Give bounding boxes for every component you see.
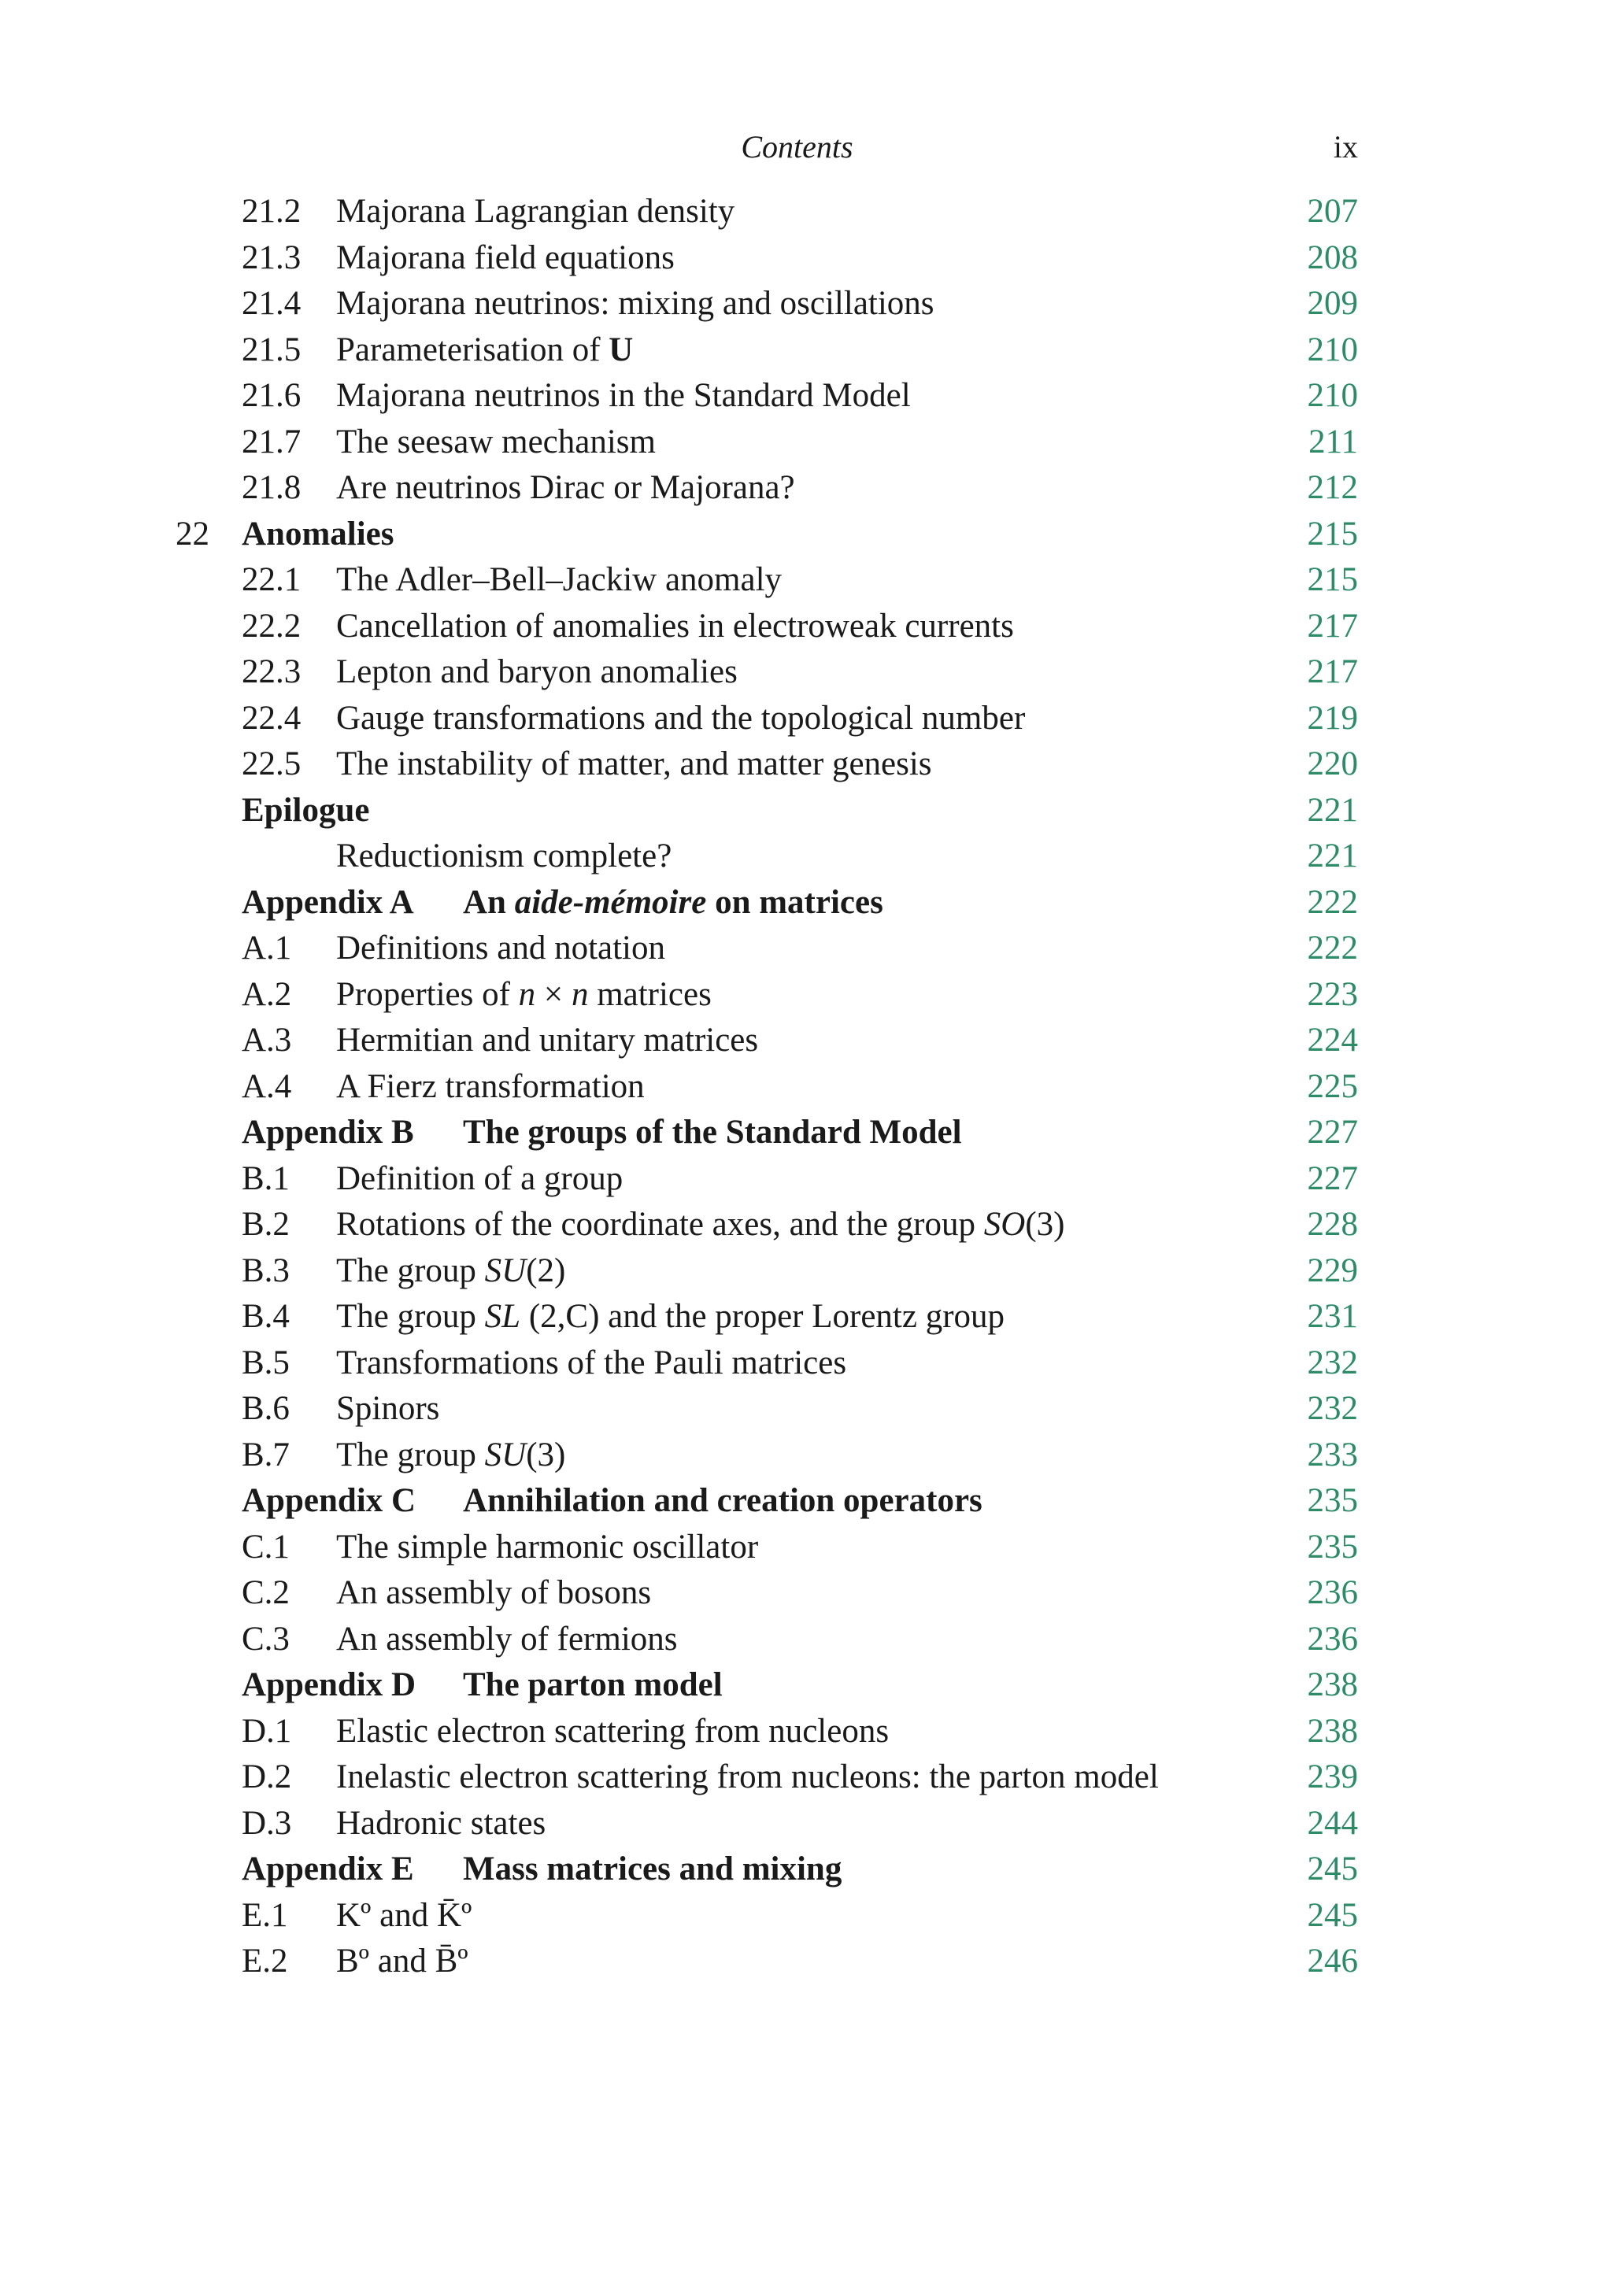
section-title [336, 1294, 1005, 1340]
appendix-title [242, 1478, 982, 1525]
title-text: Annihilation and creation operators [463, 1482, 982, 1519]
section-number: B.3 [242, 1252, 290, 1289]
toc-chapter-entry[interactable] [0, 512, 1617, 558]
page-link[interactable]: 244 [1307, 1804, 1358, 1842]
page-link[interactable]: 228 [1307, 1206, 1358, 1243]
section-title: The instability of matter, and matter genesis [336, 745, 932, 782]
page-link[interactable]: 227 [1307, 1114, 1358, 1151]
page-link[interactable]: 229 [1307, 1252, 1358, 1289]
section-number: 22.2 [242, 607, 302, 645]
page-link[interactable]: 219 [1307, 699, 1358, 737]
math-symbol: SO [983, 1206, 1026, 1243]
section-title: Spinors [336, 1390, 440, 1427]
epilogue-title: Epilogue [242, 791, 370, 829]
section-title [336, 1248, 565, 1295]
math-symbol: n [518, 975, 536, 1013]
toc-entry[interactable] [0, 1709, 1617, 1755]
title-text: The groups of the Standard Model [463, 1114, 962, 1151]
toc-entry[interactable] [0, 1617, 1617, 1663]
toc-entry[interactable] [0, 1202, 1617, 1248]
page-link[interactable]: 217 [1307, 653, 1358, 690]
appendix-prefix: Appendix C [242, 1482, 416, 1519]
toc-entry[interactable] [0, 557, 1617, 604]
section-number: C.3 [242, 1620, 290, 1658]
toc-epilogue-entry[interactable] [0, 788, 1617, 834]
title-text: Properties of [336, 975, 519, 1013]
section-title: Majorana field equations [336, 238, 675, 276]
toc-entry[interactable] [0, 604, 1617, 650]
appendix-prefix: Appendix E [242, 1850, 414, 1887]
page-link[interactable]: 209 [1307, 285, 1358, 322]
section-number: 21.7 [242, 423, 302, 460]
section-title: A Fierz transformation [336, 1067, 645, 1105]
section-number: 21.4 [242, 285, 302, 322]
toc-entry[interactable] [0, 1893, 1617, 1939]
section-number: A.3 [242, 1022, 292, 1059]
page-link[interactable]: 227 [1307, 1159, 1358, 1197]
page-number: ix [1333, 129, 1358, 165]
page-link[interactable]: 215 [1307, 561, 1358, 598]
toc-entry[interactable] [0, 281, 1617, 327]
section-title: Definition of a group [336, 1159, 623, 1197]
section-number: 22.3 [242, 653, 302, 690]
page-link[interactable]: 235 [1307, 1482, 1358, 1519]
toc-appendix-entry[interactable] [0, 880, 1617, 926]
title-text: on matrices [706, 883, 883, 921]
page-link[interactable]: 245 [1307, 1850, 1358, 1887]
page-link[interactable]: 215 [1307, 515, 1358, 553]
appendix-prefix: Appendix B [242, 1114, 414, 1151]
section-number: D.1 [242, 1712, 292, 1750]
appendix-title [242, 1662, 723, 1709]
section-title: Are neutrinos Dirac or Majorana? [336, 469, 795, 506]
toc-entry[interactable] [0, 1156, 1617, 1203]
page-link[interactable]: 208 [1307, 238, 1358, 276]
chapter-number: 22 [176, 515, 209, 553]
toc-entry[interactable] [0, 649, 1617, 696]
section-number: 21.3 [242, 238, 302, 276]
toc-appendix-entry[interactable] [0, 1110, 1617, 1156]
math-symbol: SU [484, 1252, 527, 1289]
section-title [336, 327, 633, 374]
section-title: Majorana neutrinos in the Standard Model [336, 377, 911, 414]
toc-entry[interactable] [0, 1248, 1617, 1295]
section-title: Inelastic electron scattering from nucleons: the parton model [336, 1758, 1159, 1795]
section-title: Gauge transformations and the topological number [336, 699, 1026, 737]
page-link[interactable]: 221 [1307, 791, 1358, 829]
toc-entry[interactable] [0, 465, 1617, 512]
section-number: B.5 [242, 1344, 290, 1381]
toc-entry[interactable] [0, 1064, 1617, 1111]
toc-entry[interactable] [0, 373, 1617, 420]
toc-entry[interactable] [0, 1801, 1617, 1847]
section-title: Elastic electron scattering from nucleons [336, 1712, 890, 1750]
toc-entry[interactable] [0, 926, 1617, 972]
toc-entry[interactable] [0, 1433, 1617, 1479]
toc-entry[interactable] [0, 235, 1617, 282]
title-text: The group [336, 1252, 485, 1289]
math-symbol: n [571, 975, 589, 1013]
title-bold-symbol: U [609, 331, 634, 368]
page-link[interactable]: 207 [1307, 193, 1358, 230]
title-text: × [535, 975, 572, 1013]
toc-entry[interactable] [0, 972, 1617, 1019]
title-text: Mass matrices and mixing [463, 1850, 842, 1887]
toc-entry[interactable] [0, 189, 1617, 235]
toc-entry[interactable] [0, 1570, 1617, 1617]
title-text: The group [336, 1298, 485, 1335]
section-number: C.1 [242, 1528, 290, 1566]
section-number: B.4 [242, 1298, 290, 1335]
page-link[interactable]: 222 [1307, 883, 1358, 921]
section-number: B.2 [242, 1206, 290, 1243]
toc-entry[interactable] [0, 327, 1617, 374]
section-title: Majorana Lagrangian density [336, 193, 735, 230]
section-number: A.2 [242, 975, 292, 1013]
appendix-title [242, 1110, 962, 1156]
page-link[interactable]: 232 [1307, 1390, 1358, 1427]
title-text: An [463, 883, 515, 921]
page-link[interactable]: 232 [1307, 1344, 1358, 1381]
toc-entry[interactable] [0, 1525, 1617, 1571]
section-number: 21.5 [242, 331, 302, 368]
title-italic-text: aide-mémoire [514, 883, 707, 921]
toc-entry[interactable] [0, 1754, 1617, 1801]
section-title: Hermitian and unitary matrices [336, 1022, 759, 1059]
title-text: (2) [526, 1252, 566, 1289]
section-title: Hadronic states [336, 1804, 546, 1842]
section-number: B.6 [242, 1390, 290, 1427]
toc-entry[interactable] [0, 1294, 1617, 1340]
page-link[interactable]: 221 [1307, 837, 1358, 874]
section-title: The seesaw mechanism [336, 423, 656, 460]
running-title: Contents [741, 129, 853, 165]
appendix-prefix: Appendix D [242, 1666, 416, 1703]
toc-entry[interactable] [0, 1386, 1617, 1433]
page-link[interactable]: 212 [1307, 469, 1358, 506]
running-head [236, 124, 1358, 171]
section-number: D.3 [242, 1804, 292, 1842]
toc-appendix-entry[interactable] [0, 1478, 1617, 1525]
toc-entry[interactable] [0, 1018, 1617, 1064]
page-link[interactable]: 246 [1307, 1943, 1358, 1980]
math-symbol: SL [484, 1298, 521, 1335]
page-link[interactable]: 210 [1307, 331, 1358, 368]
section-title [336, 1202, 1064, 1248]
chapter-title: Anomalies [242, 515, 394, 553]
title-text: (2,C) and the proper Lorentz group [520, 1298, 1005, 1335]
section-number: A.1 [242, 930, 292, 967]
section-number: 21.2 [242, 193, 302, 230]
page-link[interactable]: 210 [1307, 377, 1358, 414]
page-link[interactable]: 223 [1307, 975, 1358, 1013]
page-link[interactable]: 235 [1307, 1528, 1358, 1566]
page-link[interactable]: 217 [1307, 607, 1358, 645]
toc-entry[interactable] [0, 834, 1617, 880]
page-link[interactable]: 220 [1307, 745, 1358, 782]
section-title: Kº and K̄º [336, 1896, 472, 1934]
section-number: 22.1 [242, 561, 302, 598]
title-text: The parton model [463, 1666, 723, 1703]
section-number: B.1 [242, 1159, 290, 1197]
title-text: The group [336, 1436, 485, 1473]
toc-appendix-entry[interactable] [0, 1662, 1617, 1709]
section-number: B.7 [242, 1436, 290, 1473]
page-link[interactable]: 233 [1307, 1436, 1358, 1473]
section-title: The Adler–Bell–Jackiw anomaly [336, 561, 783, 598]
page-link[interactable]: 245 [1307, 1896, 1358, 1934]
title-text: matrices [588, 975, 712, 1013]
section-title: An assembly of fermions [336, 1620, 678, 1658]
section-title: An assembly of bosons [336, 1574, 652, 1611]
section-title [336, 1433, 565, 1479]
title-text: (3) [1025, 1206, 1065, 1243]
page-link[interactable]: 238 [1307, 1666, 1358, 1703]
section-title: Bº and B̄º [336, 1943, 468, 1980]
toc-entry[interactable] [0, 741, 1617, 788]
section-number: 22.4 [242, 699, 302, 737]
page-link[interactable]: 224 [1307, 1022, 1358, 1059]
section-title: The simple harmonic oscillator [336, 1528, 759, 1566]
section-number: 22.5 [242, 745, 302, 782]
toc-appendix-entry[interactable] [0, 1847, 1617, 1893]
page-link[interactable]: 222 [1307, 930, 1358, 967]
toc-entry[interactable] [0, 696, 1617, 742]
page-link[interactable]: 238 [1307, 1712, 1358, 1750]
section-number: C.2 [242, 1574, 290, 1611]
section-title: Definitions and notation [336, 930, 665, 967]
section-number: E.1 [242, 1896, 288, 1934]
appendix-prefix: Appendix A [242, 883, 414, 921]
page-link[interactable]: 225 [1307, 1067, 1358, 1105]
section-number: A.4 [242, 1067, 292, 1105]
page-link[interactable]: 236 [1307, 1574, 1358, 1611]
title-text: (3) [526, 1436, 566, 1473]
section-title: Lepton and baryon anomalies [336, 653, 738, 690]
section-title: Cancellation of anomalies in electroweak currents [336, 607, 1014, 645]
toc-entry[interactable] [0, 420, 1617, 466]
toc-entry[interactable] [0, 1939, 1617, 1985]
title-text: Parameterisation of [336, 331, 609, 368]
page-link[interactable]: 239 [1307, 1758, 1358, 1795]
appendix-title [242, 1847, 842, 1893]
section-number: 21.6 [242, 377, 302, 414]
section-title: Majorana neutrinos: mixing and oscillations [336, 285, 934, 322]
toc-entry[interactable] [0, 1340, 1617, 1387]
section-title [336, 972, 712, 1019]
table-of-contents [0, 189, 1617, 1985]
section-title: Transformations of the Pauli matrices [336, 1344, 847, 1381]
appendix-title [242, 880, 883, 926]
section-number: D.2 [242, 1758, 292, 1795]
page-link[interactable]: 236 [1307, 1620, 1358, 1658]
math-symbol: SU [484, 1436, 527, 1473]
section-number: 21.8 [242, 469, 302, 506]
title-text: Rotations of the coordinate axes, and the group [336, 1206, 984, 1243]
page-link[interactable]: 231 [1307, 1298, 1358, 1335]
page-link[interactable]: 211 [1308, 423, 1358, 460]
section-title: Reductionism complete? [336, 837, 672, 874]
section-number: E.2 [242, 1943, 288, 1980]
